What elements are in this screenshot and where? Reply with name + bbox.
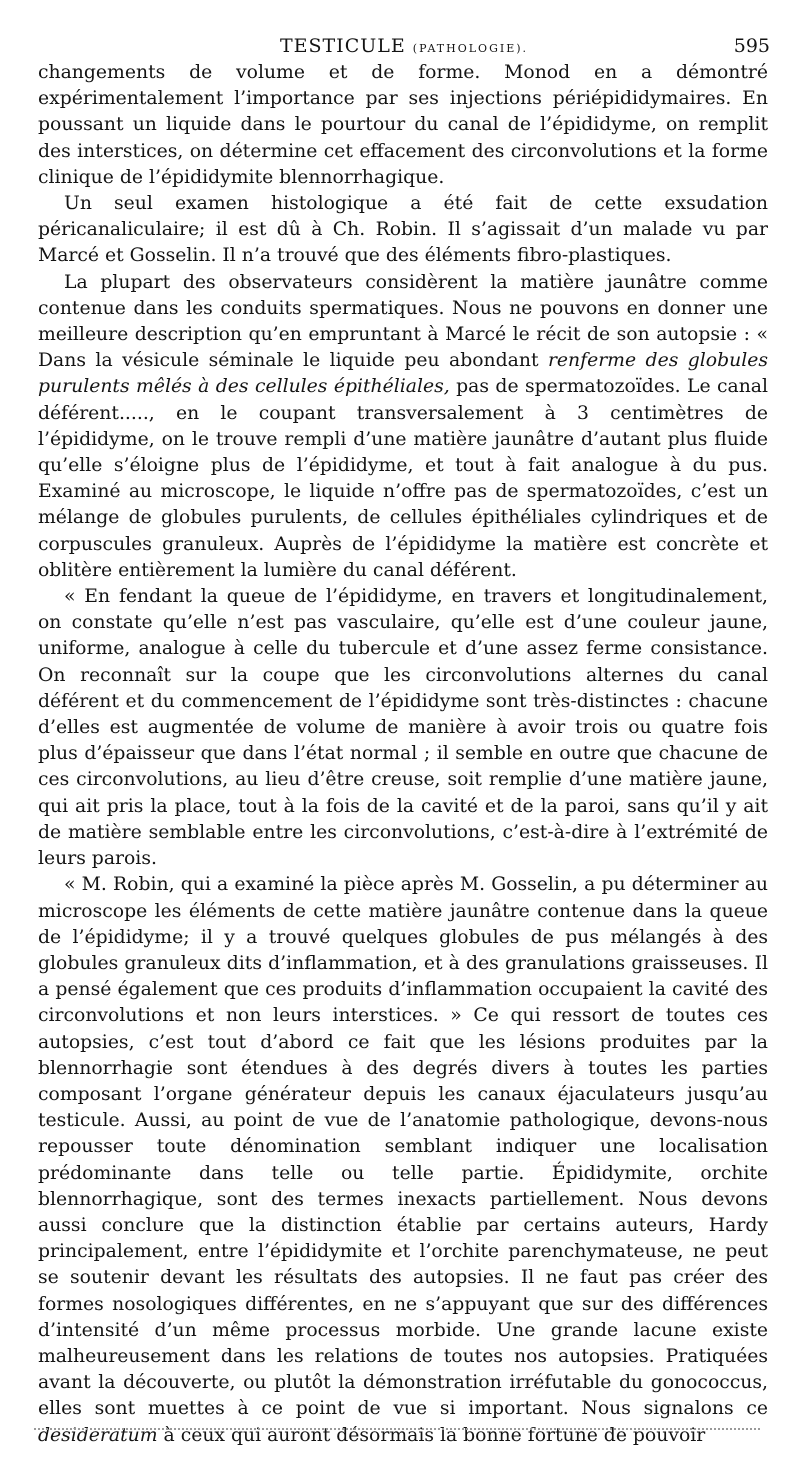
italic-text-run: desideratum: [38, 1424, 158, 1446]
running-title: [38, 32, 770, 63]
page-number: 595: [733, 35, 770, 57]
footer-rule: [34, 1428, 760, 1430]
text-run: Un seul examen histologique a été fait de cette exsudation péricanaliculaire; il est dû à Ch. Robin. Il s’agissait d’un malade vu par Marcé et Gosselin. Il n’a trouvé que des éléments fibro-plastiques.: [38, 193, 768, 267]
italic-text-run: renferme des globules purulents mêlés à des cellules épithéliales,: [38, 350, 768, 398]
header-subtitle: (PATHOLOGIE).: [412, 42, 529, 55]
text-run: pas de spermatozoïdes. Le canal déférent....., en le coupant transversalement à 3 centimètres de l’épididyme, on le trouve rempli d’une matière jaunâtre d’autant plus fluide qu’elle s’éloigne plus de l’épididyme, et tout à fait analogue à du pus. Examiné au microscope, le liquide n’offre pas de spermatozoïdes, c’est un mélange de globules purulents, de cellules épithéliales cylindriques et de corpuscules granuleux. Auprès de l’épididyme la matière est concrète et oblitère entièrement la lumière du canal déférent.: [38, 376, 768, 581]
text-run: La plupart des observateurs considèrent la matière jaunâtre comme contenue dans les conduits spermatiques. Nous ne pouvons en donner une meilleure description qu’en empruntant à Marcé le récit de son autopsie : « Dans la vésicule séminale le liquide peu abondant: [38, 271, 768, 372]
paragraph: [38, 60, 768, 191]
running-header: [38, 32, 770, 60]
paragraph: [38, 270, 768, 584]
header-title: TESTICULE: [279, 35, 406, 57]
text-run: « M. Robin, qui a examiné la pièce après M. Gosselin, a pu déterminer au microscope les éléments de cette matière jaunâtre contenue dans la queue de l’épididyme; il y a trouvé quelques globules de pus mélangés à des globules granuleux dits d’inflammation, et à des granulations graisseuses. Il a pensé également que ces produits d’inflammation occupaient la cavité des circonvolutions et non leurs interstices. » Ce qui ressort de toutes ces autopsies, c’est tout d’abord ce fait que les lésions produites par la blennorrhagie sont étendues à des degrés divers à toutes les parties composant l’organe générateur depuis les canaux éjaculateurs jusqu’au testicule. Aussi, au point de vue de l’anatomie pathologique, devons-nous repousser toute dénomination semblant indiquer une localisation prédominante dans telle ou telle partie. Épididymite, orchite blennorrhagique, sont des termes inexacts partiellement. Nous devons aussi conclure que la distinction établie par certains auteurs, Hardy principalement, entre l’épididymite et l’orchite parenchymateuse, ne peut se soutenir devant les résultats des autopsies. Il ne faut pas créer des formes nosologiques différentes, en ne s’appuyant que sur des différences d’intensité d’un même processus morbide. Une grande lacune existe malheureusement dans les relations de toutes nos autopsies. Pratiquées avant la découverte, ou plutôt la démonstration irréfutable du gonococcus, elles sont muettes à ce point de vue si important. Nous signalons ce: [38, 874, 768, 1420]
text-run: « En fendant la queue de l’épididyme, en travers et longitudinalement, on constate qu’elle n’est pas vasculaire, qu’elle est d’une couleur jaune, uniforme, analogue à celle du tubercule et d’une assez ferme consistance. On reconnaît sur la coupe que les circonvolutions alternes du canal déférent et du commencement de l’épididyme sont très-distinctes : chacune d’elles est augmentée de volume de manière à avoir trois ou quatre fois plus d’épaisseur que dans l’état normal ; il semble en outre que chacune de ces circonvolutions, au lieu d’être creuse, soit remplie d’une matière jaune, qui ait pris la place, tout à la fois de la cavité et de la paroi, sans qu’il y ait de matière semblable entre les circonvolutions, c’est-à-dire à l’extrémité de leurs parois.: [38, 586, 768, 870]
text-run: à ceux qui auront désormais la bonne fortune de pouvoir: [157, 1424, 706, 1446]
body-text: [38, 60, 768, 1449]
text-run: changements de volume et de forme. Monod en a démontré expérimentalement l’importance par ses injections périépididymaires. En poussant un liquide dans le pourtour du canal de l’épididyme, on remplit des interstices, on détermine cet effacement des circonvolutions et la forme clinique de l’épididymite blennorrhagique.: [38, 62, 768, 188]
paragraph: [38, 872, 768, 1448]
paragraph: [38, 584, 768, 872]
paragraph: [38, 191, 768, 270]
